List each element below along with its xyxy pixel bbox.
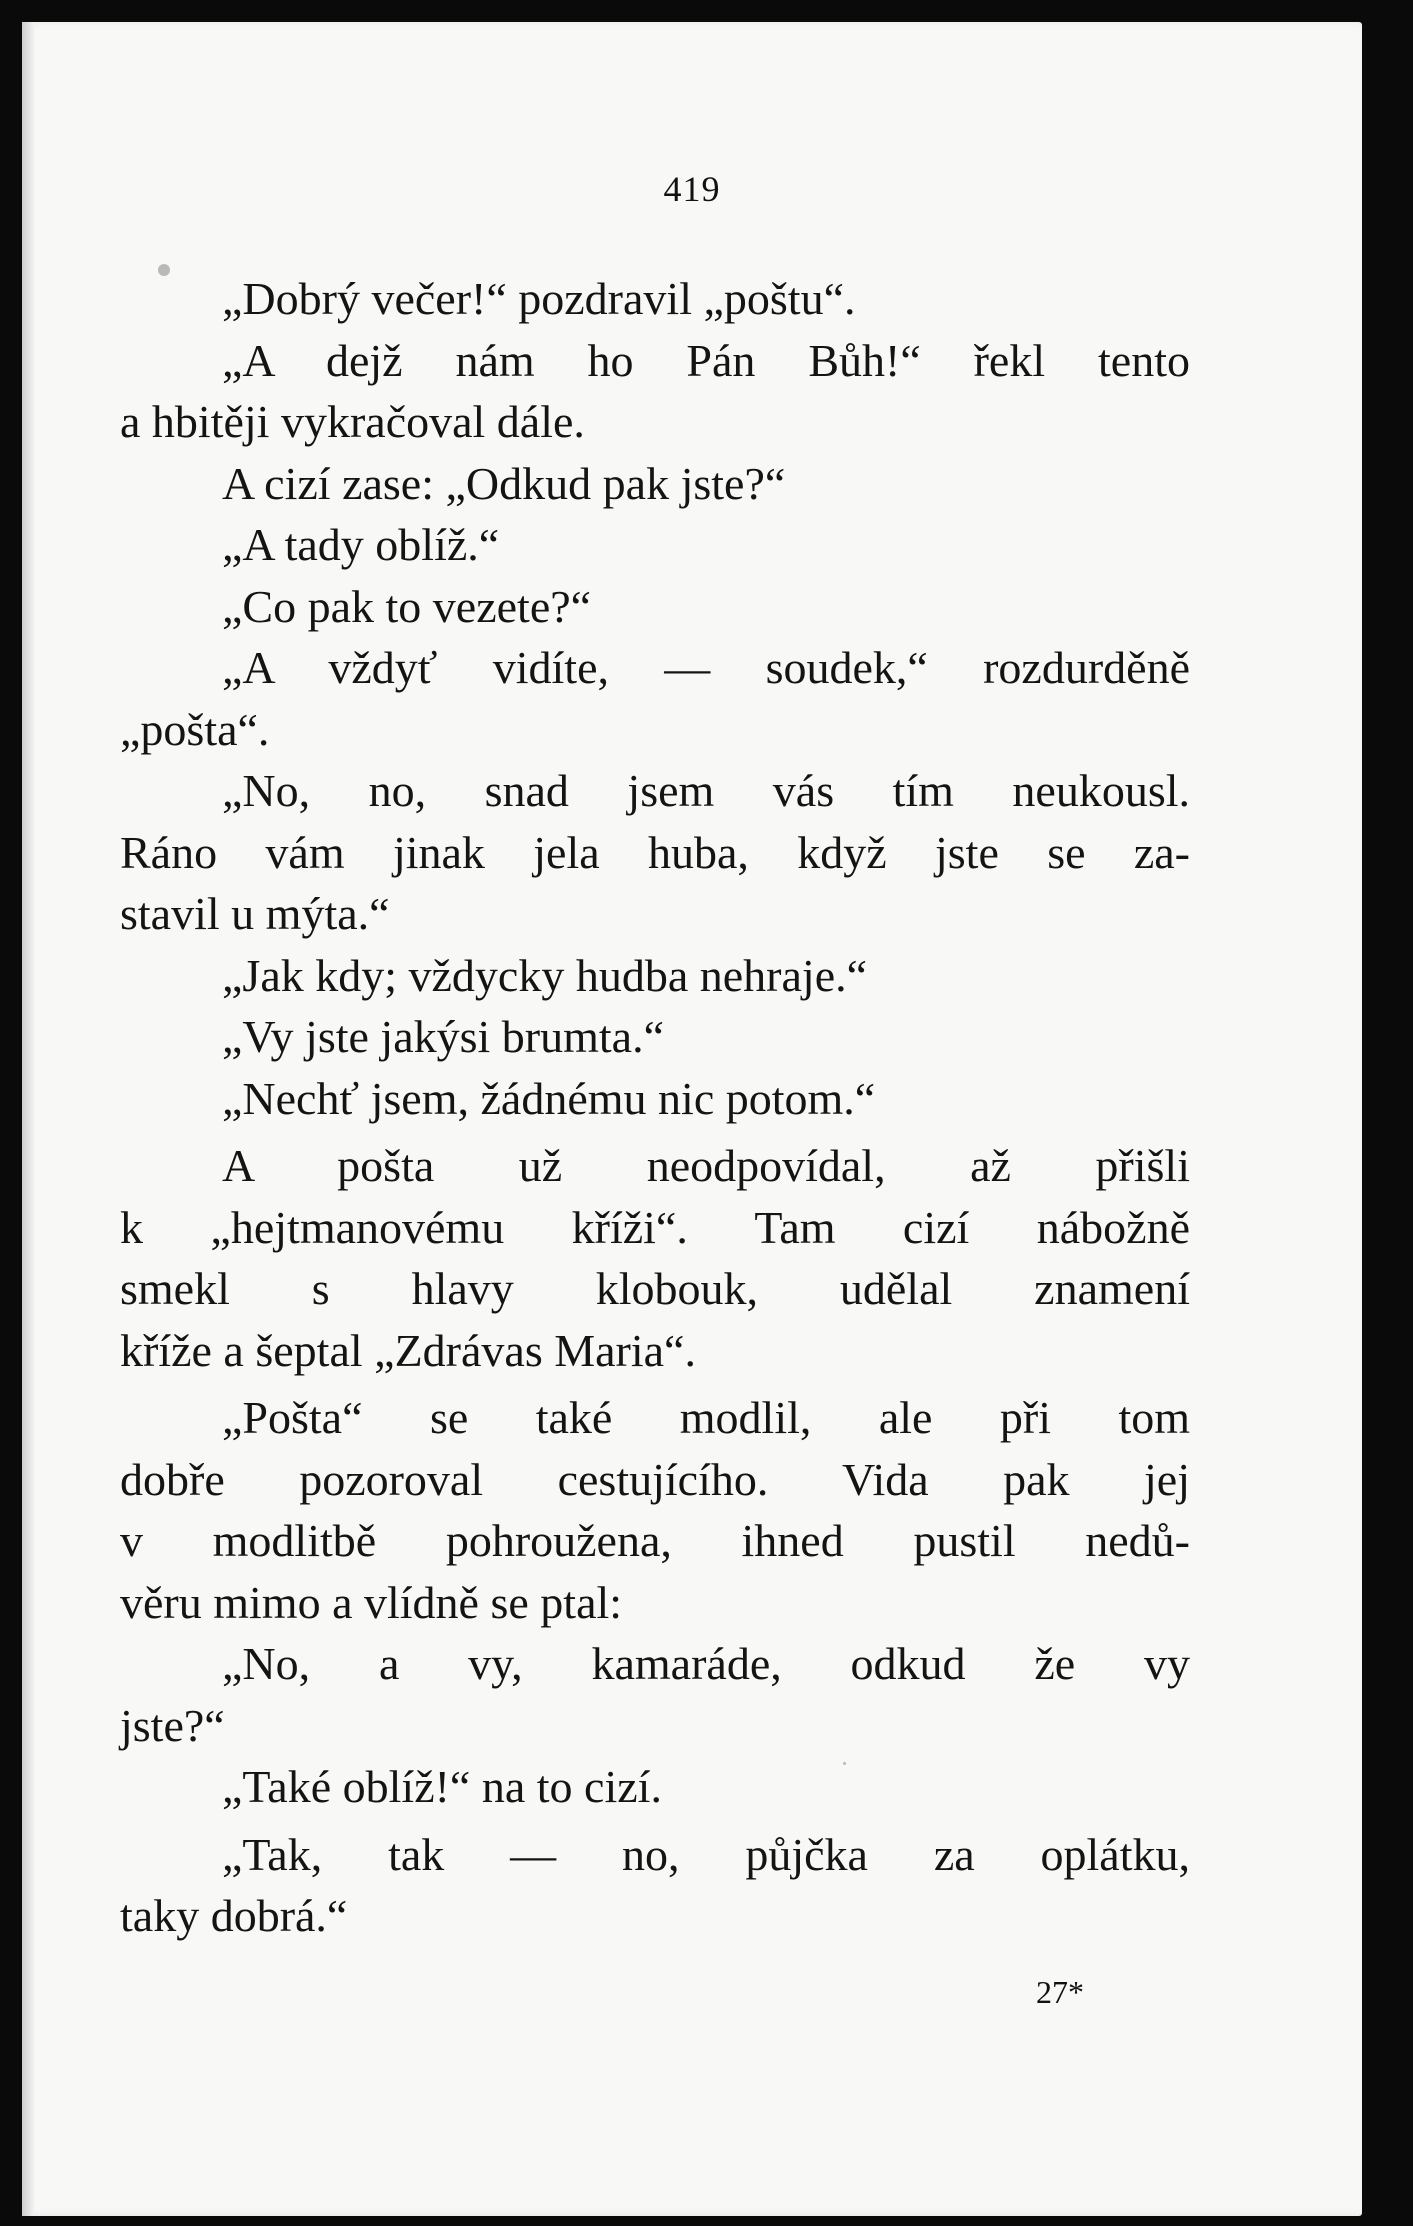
page-spine-shadow [22, 22, 34, 2216]
text-line: smekl s hlavy klobouk, udělal znamení [120, 1263, 1190, 1314]
text-line: dobře pozoroval cestujícího. Vida pak jej [120, 1453, 1190, 1505]
text-line: „No, no, snad jsem vás tím neukousl. [222, 765, 1190, 816]
page-number: 419 [663, 169, 721, 209]
text-line: „A dejž nám ho Pán Bůh!“ řekl tento [222, 334, 1190, 386]
text-line: „Co pak to vezete?“ [222, 580, 592, 632]
text-line: A cizí zase: „Odkud pak jste?“ [222, 457, 786, 509]
text-line: „Jak kdy; vždycky hudba nehraje.“ [222, 949, 868, 1001]
text-line: „A vždyť vidíte, — soudek,“ rozdurděně [222, 642, 1190, 693]
text-line: „A tady oblíž.“ [222, 519, 500, 570]
body-text [120, 268, 1190, 1947]
text-line: „Vy jste jakýsi brumta.“ [222, 1011, 665, 1062]
text-line: věru mimo a vlídně se ptal: [120, 1576, 623, 1628]
text-line: Ráno vám jinak jela huba, když jste se za- [120, 826, 1190, 878]
text-line: „No, a vy, kamaráde, odkud že vy [222, 1638, 1190, 1689]
text-line: „Také oblíž!“ na to cizí. [222, 1761, 662, 1812]
text-line: kříže a šeptal „Zdrávas Maria“. [120, 1324, 696, 1376]
text-line: „Pošta“ se také modlil, ale při tom [222, 1392, 1190, 1443]
text-line: „Dobrý večer!“ pozdravil „poštu“. [222, 273, 856, 324]
text-line: stavil u mýta.“ [120, 888, 390, 939]
text-line: a hbitěji vykračoval dále. [120, 396, 585, 447]
printer-signature-mark: 27* [1036, 1974, 1084, 2010]
text-line: „pošta“. [120, 703, 270, 755]
text-line: „Tak, tak — no, půjčka za oplátku, [222, 1828, 1190, 1880]
text-line: k „hejtmanovému kříži“. Tam cizí nábožně [120, 1201, 1190, 1253]
text-line: taky dobrá.“ [120, 1890, 348, 1941]
text-line: jste?“ [120, 1699, 225, 1751]
text-line: A pošta už neodpovídal, až přišli [222, 1140, 1190, 1191]
text-line: v modlitbě pohroužena, ihned pustil nedů- [120, 1515, 1190, 1566]
text-line: „Nechť jsem, žádnému nic potom.“ [222, 1072, 876, 1124]
